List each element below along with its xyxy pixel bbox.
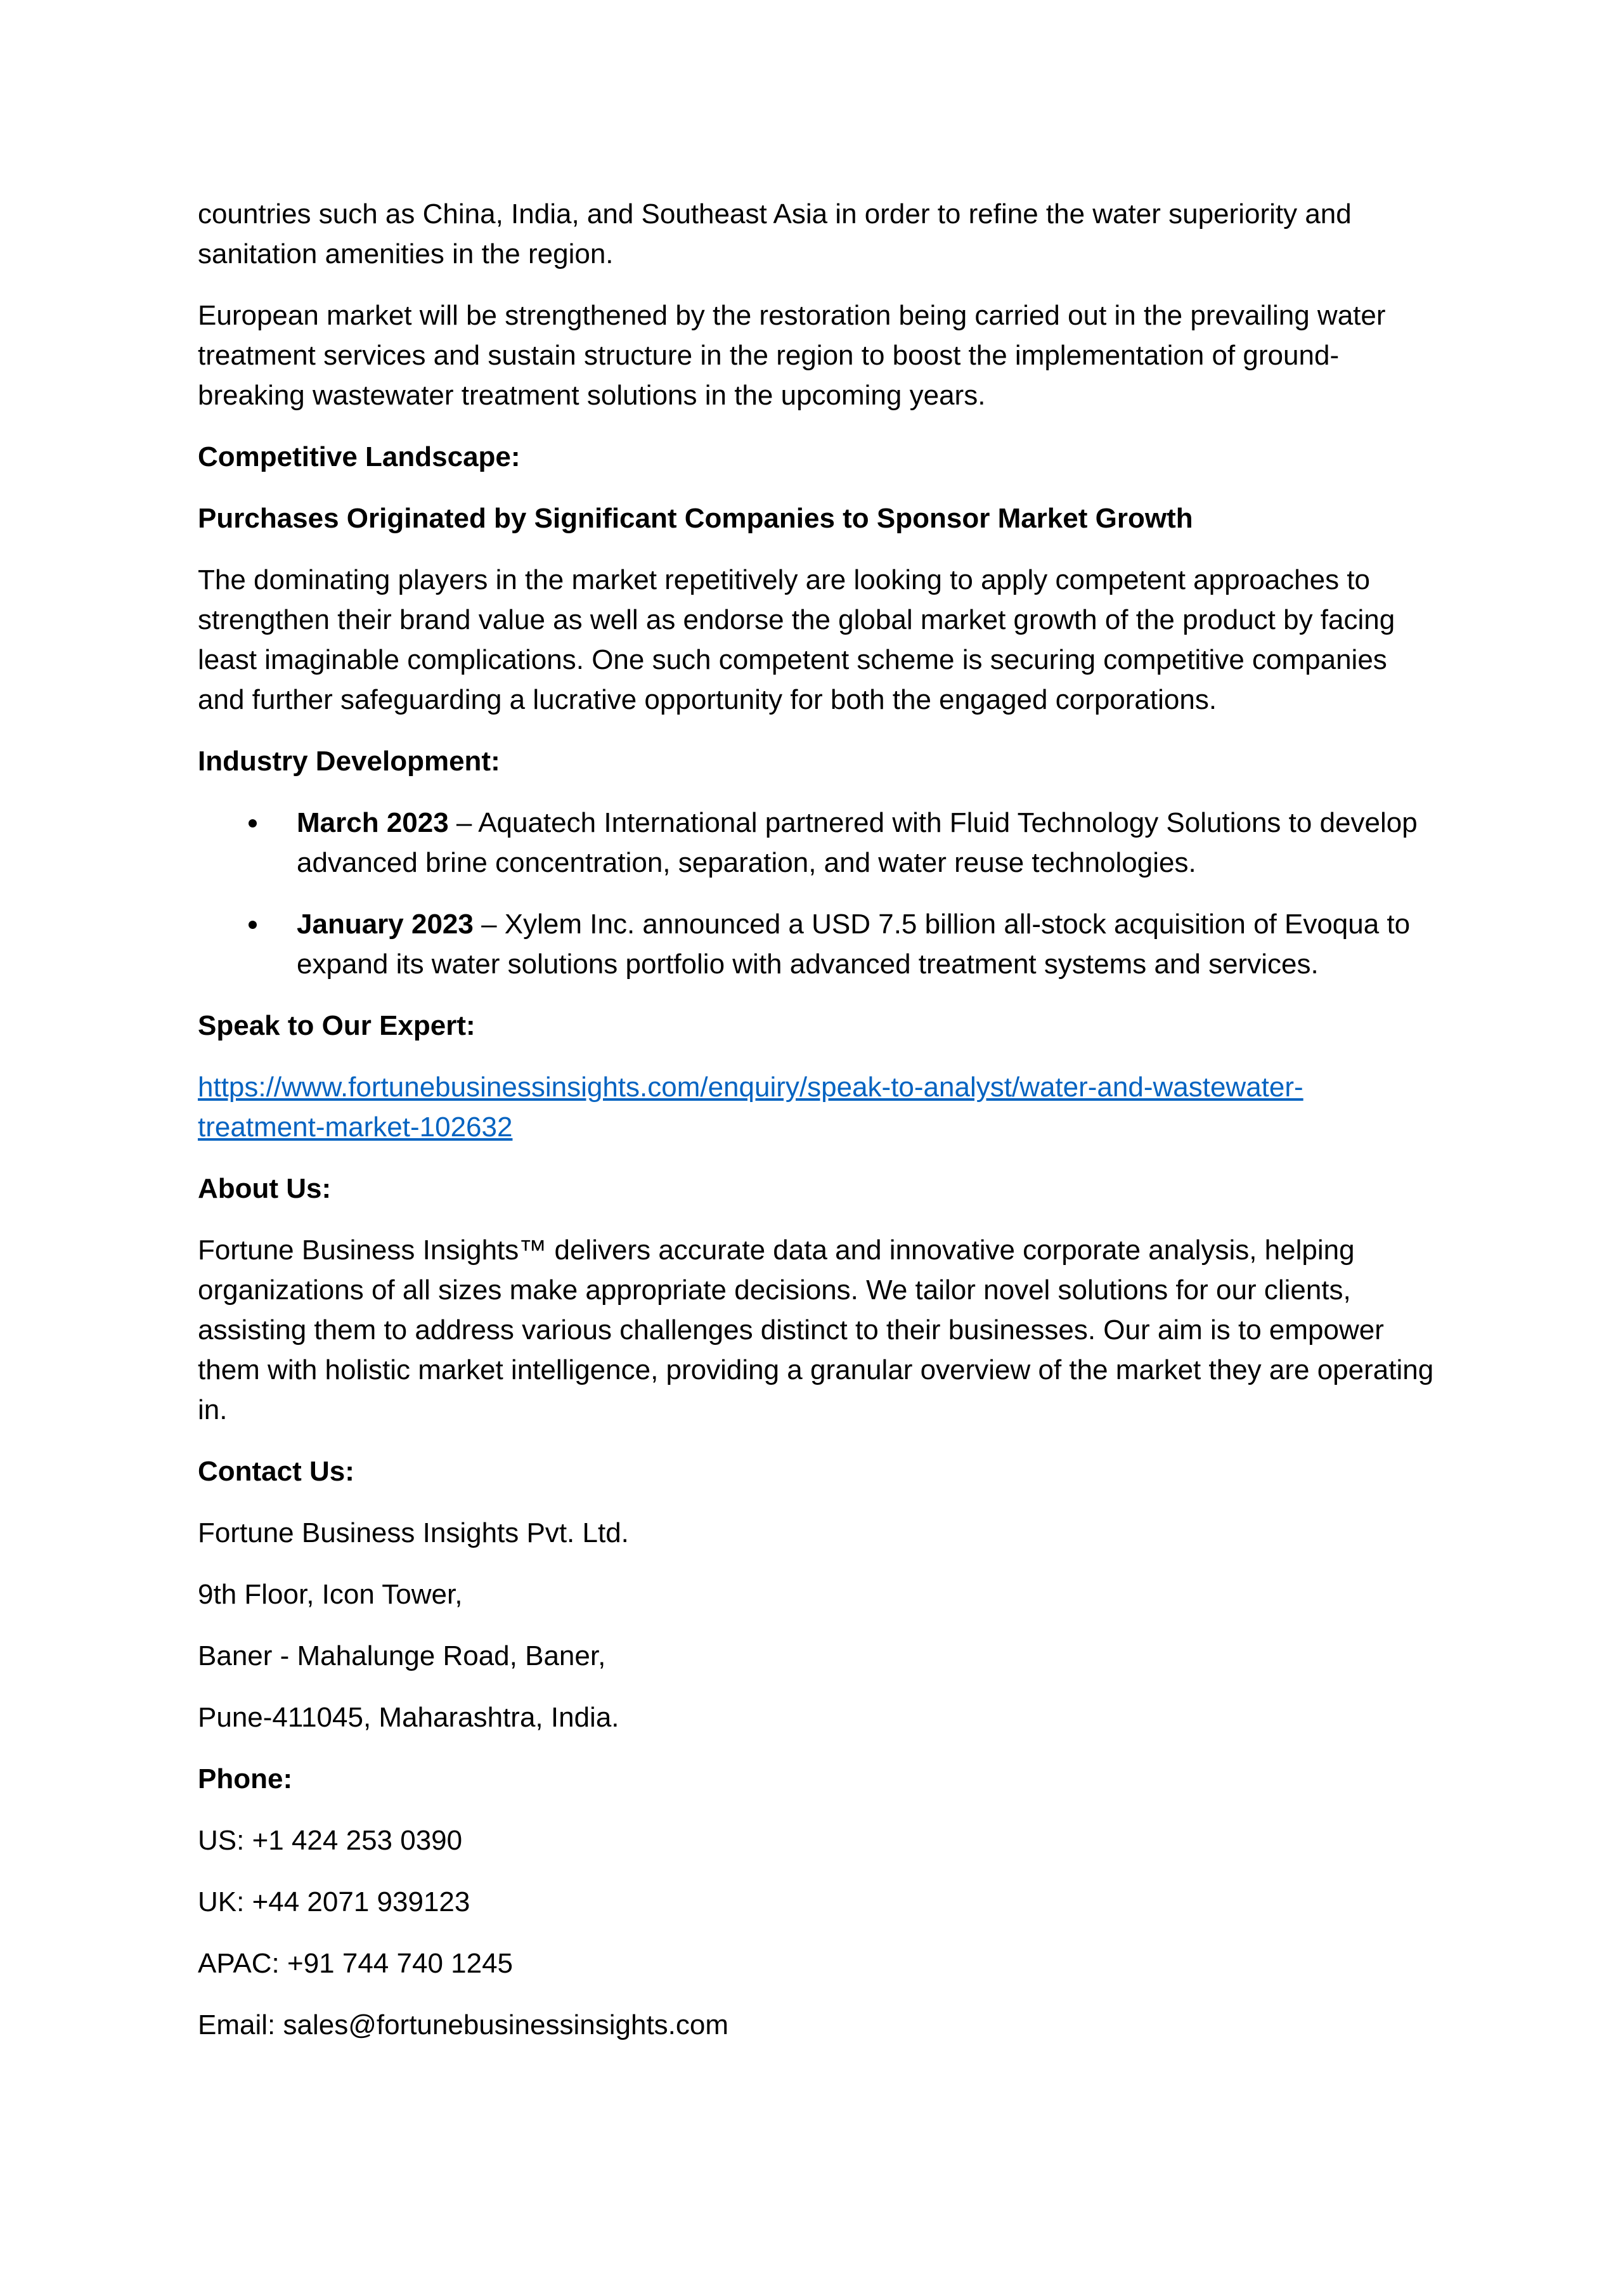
development-date: January 2023	[297, 909, 474, 940]
expert-link-line1: https://www.fortunebusinessinsights.com/enquiry/speak-to-analyst/water-and-wastewater-	[198, 1072, 1303, 1103]
paragraph-european-market: European market will be strengthened by the restoration being carried out in the prevailing water treatment services and sustain structure in the region to boost the implementation of ground-breaking wastewater treatment solutions in the upcoming years.	[198, 300, 1386, 411]
bullet-icon	[249, 819, 257, 827]
bullet-icon	[249, 921, 257, 929]
development-text: – Xylem Inc. announced a USD 7.5 billion all-stock acquisition of Evoqua to expand its water solutions portfolio with advanced treatment systems and services.	[297, 909, 1411, 980]
industry-development-list	[198, 803, 1440, 984]
paragraph-asia-markets: countries such as China, India, and Southeast Asia in order to refine the water superiority and sanitation amenities in the region.	[198, 198, 1352, 269]
paragraph-about-us: Fortune Business Insights™ delivers accurate data and innovative corporate analysis, helping organizations of all sizes make appropriate decisions. We tailor novel solutions for our clients, assisting them to address various challenges distinct to their businesses. Our aim is to empower them with holistic market intelligence, providing a granular overview of the market they are operating in.	[198, 1235, 1434, 1425]
phone-apac: APAC: +91 744 740 1245	[198, 1948, 514, 1979]
heading-speak-to-expert: Speak to Our Expert:	[198, 1010, 475, 1041]
heading-purchases: Purchases Originated by Significant Companies to Sponsor Market Growth	[198, 503, 1193, 534]
development-date: March 2023	[297, 807, 449, 838]
heading-competitive-landscape: Competitive Landscape:	[198, 441, 521, 472]
list-item	[198, 904, 1440, 984]
phone-us: US: +1 424 253 0390	[198, 1825, 463, 1856]
contact-address-line2: Baner - Mahalunge Road, Baner,	[198, 1640, 606, 1671]
development-text: – Aquatech International partnered with Fluid Technology Solutions to develop advanced brine concentration, separation, and water reuse technologies.	[297, 807, 1418, 878]
contact-address-line3: Pune-411045, Maharashtra, India.	[198, 1702, 619, 1733]
expert-link-line2: treatment-market-102632	[198, 1112, 513, 1143]
contact-company: Fortune Business Insights Pvt. Ltd.	[198, 1517, 629, 1548]
contact-email: Email: sales@fortunebusinessinsights.com	[198, 2009, 729, 2040]
heading-contact-us: Contact Us:	[198, 1456, 354, 1487]
paragraph-dominating-players: The dominating players in the market repetitively are looking to apply competent approaches to strengthen their brand value as well as endorse the global market growth of the product by facing least imaginable complications. One such competent scheme is securing competitive companies and further safeguarding a lucrative opportunity for both the engaged corporations.	[198, 564, 1395, 715]
contact-address-line1: 9th Floor, Icon Tower,	[198, 1579, 463, 1610]
heading-phone: Phone:	[198, 1763, 293, 1794]
phone-uk: UK: +44 2071 939123	[198, 1886, 470, 1917]
document-page	[198, 194, 1440, 2066]
list-item	[198, 803, 1440, 883]
expert-link-paragraph	[198, 1067, 1440, 1147]
heading-about-us: About Us:	[198, 1173, 332, 1204]
heading-industry-development: Industry Development:	[198, 746, 500, 777]
expert-link[interactable]	[198, 1072, 1303, 1143]
